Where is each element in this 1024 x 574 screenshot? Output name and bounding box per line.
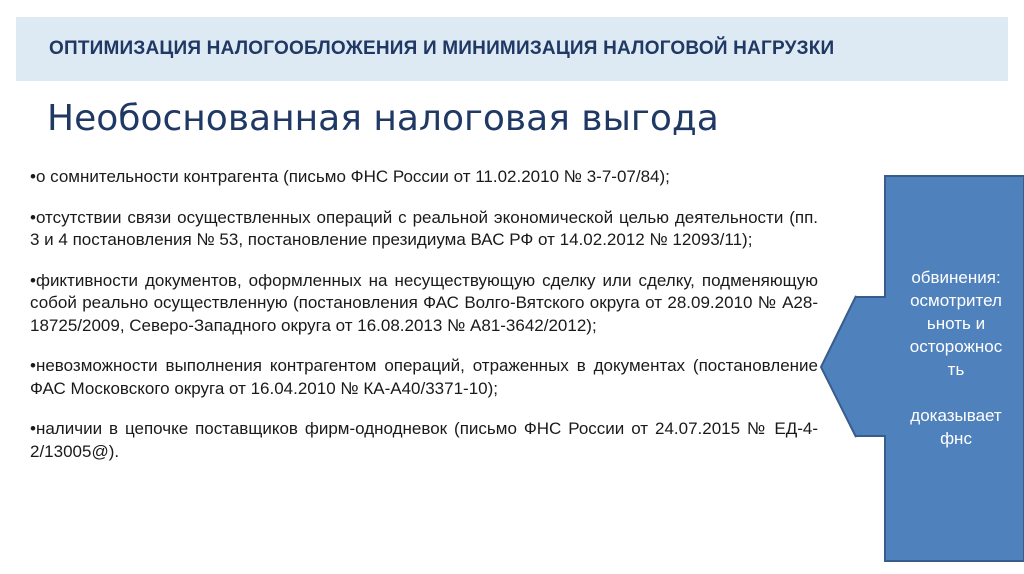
callout-line: ть (947, 360, 965, 379)
callout-spacer (888, 381, 1024, 404)
bullet-item: •отсутствии связи осуществленных операций с реальной экономической целью деятельности (пп. 3 и 4 постановления № 53, постановление президиума ВАС РФ от 14.02.2012 № 12093/11); (30, 207, 818, 249)
callout-line: осторожнос (909, 337, 1003, 356)
header-title: ОПТИМИЗАЦИЯ НАЛОГООБЛОЖЕНИЯ И МИНИМИЗАЦИЯ НАЛОГОВОЙ НАГРУЗКИ (49, 38, 835, 59)
callout-line: осмотрител (910, 291, 1002, 310)
bullet-item: •о сомнительности контрагента (письмо ФНС России от 11.02.2010 № 3-7-07/84); (30, 167, 670, 186)
callout-text (888, 266, 1024, 450)
callout-line: доказывает (910, 406, 1002, 425)
bullet-item: •невозможности выполнения контрагентом операций, отраженных в документах (постановление ФАС Московского округа от 16.04.2010 № КА-А40/3371-10); (30, 356, 818, 398)
callout-line: обвинения: (911, 268, 1001, 287)
callout-line: фнс (940, 429, 972, 448)
bullet-item: •фиктивности документов, оформленных на несуществующую сделку или сделку, подменяющую собой реально осуществленную (постановления ФАС Волго-Вятского округа от 28.09.2010 № А28-18725/2009, Северо-Западного округа от 16.08.2013 № А81-3642/2012); (30, 270, 818, 335)
callout-line: ьноть и (926, 314, 986, 333)
page-title: Необоснованная налоговая выгода (47, 98, 719, 139)
bullet-item: •наличии в цепочке поставщиков фирм-однодневок (письмо ФНС России от 24.07.2015 № ЕД-4-2/13005@). (30, 419, 818, 461)
